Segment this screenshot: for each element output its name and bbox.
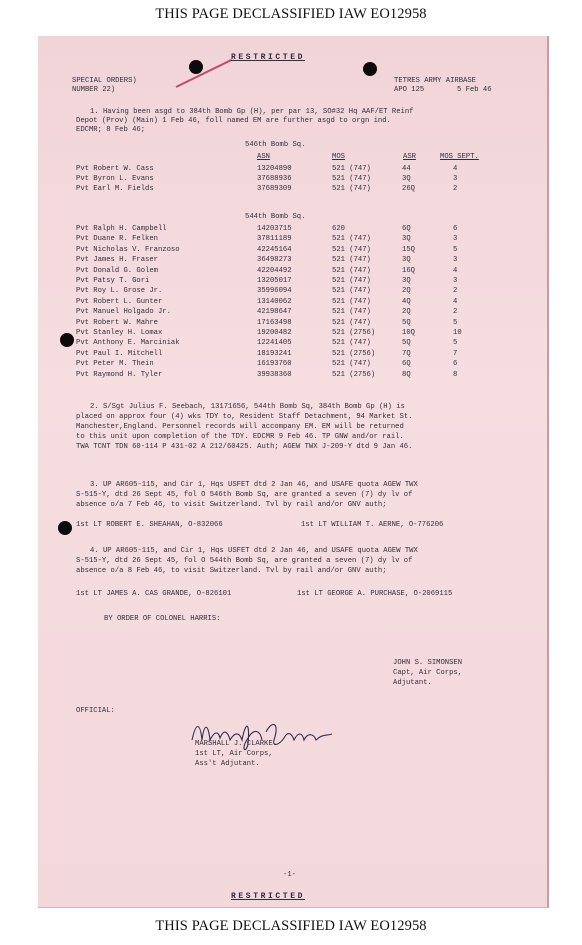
adjutant-name: JOHN S. SIMONSEN — [393, 659, 463, 667]
roster-mos: 521 (747) — [332, 165, 371, 173]
roster-mos: 521 (747) — [332, 308, 371, 317]
roster-name: Pvt Duane R. Felken — [76, 235, 158, 244]
roster-asr: 10Q — [402, 329, 415, 337]
roster-name: Pvt Donald G. Golem — [76, 266, 158, 275]
roster-name: Pvt Raymond H. Tyler — [76, 370, 163, 379]
roster-mos: 521 (747) — [332, 256, 371, 265]
roster-mos: 521 (747) — [332, 277, 371, 285]
para4-line: 4. UP AR605-115, and Cir 1, Hqs USFET dtd 2 Jan 46, and USAFE quota AGEW TWX — [90, 547, 418, 555]
roster-asn: 37688936 — [257, 175, 292, 183]
roster-asn: 18193241 — [257, 349, 292, 358]
para2-line: to this unit upon completion of the TDY. EDCMR 9 Feb 46. TP GNW and/or rail. — [76, 433, 404, 441]
roster-mos: 521 (747) — [332, 360, 371, 369]
roster-asn: 13205017 — [257, 277, 292, 285]
para1-line-2: Depot (Prov) (Main) 1 Feb 46, foll named EM are further asgd to orgn ind. — [76, 117, 391, 125]
roster-asn: 13204890 — [257, 165, 292, 173]
signer-name: MARSHALL J. CLARKE — [195, 740, 273, 748]
apo-number: APO 125 — [394, 86, 425, 94]
squadron-heading-544: 544th Bomb Sq. — [245, 213, 306, 221]
para1-line-3: EDCMR; 8 Feb 46; — [76, 126, 146, 134]
roster-mos: 521 (2756) — [332, 329, 376, 337]
roster-asn: 36498273 — [257, 256, 292, 265]
para4-line: absence o/a 8 Feb 46, to visit Switzerland. Tvl by rail and/or GNV auth; — [76, 567, 387, 575]
roster-mos: 521 (747) — [332, 287, 371, 296]
para3-line: 3. UP AR605-115, and Cir 1, Hqs USFET dtd 2 Jan 46, and USAFE quota AGEW TWX — [90, 481, 418, 489]
by-order-line: BY ORDER OF COLONEL HARRIS: — [104, 615, 221, 623]
squadron-heading-546: 546th Bomb Sq. — [245, 141, 306, 149]
roster-mos-sept: 4 — [453, 266, 458, 275]
punch-hole — [60, 333, 74, 347]
roster-mos: 521 (747) — [332, 175, 371, 183]
adjutant-title: Adjutant. — [393, 679, 432, 687]
roster-mos: 521 (747) — [332, 318, 371, 327]
roster-name: Pvt Patsy T. Gori — [76, 277, 150, 285]
roster-asn: 42198647 — [257, 308, 292, 317]
official-label: OFFICIAL: — [76, 707, 115, 715]
para2-line: Manchester,England. Personnel records will accompany EM. EM will be returned — [76, 423, 404, 431]
roster-mos-sept: 5 — [453, 245, 458, 254]
officer-sheahan: 1st LT ROBERT E. SHEAHAN, O-832066 — [76, 521, 223, 529]
roster-asn: 13140062 — [257, 297, 292, 306]
roster-asn: 19200482 — [257, 329, 292, 337]
col-asr: ASR — [403, 153, 416, 161]
roster-asn: 14203715 — [257, 225, 292, 233]
col-asn: ASN — [257, 153, 270, 161]
roster-name: Pvt Byron L. Evans — [76, 175, 154, 183]
roster-asr: 3Q — [402, 277, 411, 285]
roster-asr: 2Q — [402, 308, 411, 317]
roster-mos-sept: 5 — [453, 318, 458, 327]
roster-mos-sept: 2 — [453, 308, 458, 317]
para2-line: TWA TCNT TDN 60-114 P 431-02 A 212/60425. Auth; AGEW TWX J-209-Y dtd 9 Jan 46. — [76, 443, 413, 451]
roster-name: Pvt Manuel Holgado Jr. — [76, 308, 171, 317]
roster-asr: 5Q — [402, 318, 411, 327]
punch-hole — [58, 521, 72, 535]
roster-asr: 15Q — [402, 245, 415, 254]
roster-name: Pvt Paul I. Mitchell — [76, 349, 163, 358]
declassified-banner-bottom: THIS PAGE DECLASSIFIED IAW EO12958 — [155, 918, 427, 934]
roster-mos-sept: 3 — [453, 235, 458, 244]
roster-asr: 4Q — [402, 297, 411, 306]
classification-bottom: RESTRICTED — [231, 892, 306, 901]
roster-asr: 6Q — [402, 360, 411, 369]
roster-mos: 521 (2756) — [332, 349, 376, 358]
roster-mos: 521 (747) — [332, 245, 371, 254]
roster-name: Pvt Robert W. Mahre — [76, 318, 158, 327]
officer-aerne: 1st LT WILLIAM T. AERNE, O-776206 — [301, 521, 444, 529]
page-number: -1- — [283, 871, 296, 879]
roster-name: Pvt Nicholas V. Franzoso — [76, 245, 180, 254]
roster-name: Pvt Ralph H. Campbell — [76, 225, 167, 233]
col-mos-sept: MOS SEPT. — [440, 153, 479, 161]
roster-asr: 5Q — [402, 339, 411, 348]
para2-line: placed on approx four (4) wks TDY to, Resident Staff Detachment, 94 Market St. — [76, 413, 413, 421]
roster-name: Pvt Anthony E. Marciniak — [76, 339, 180, 348]
roster-asn: 37689309 — [257, 185, 292, 193]
roster-mos: 521 (2756) — [332, 370, 376, 379]
roster-name: Pvt Roy L. Grose Jr. — [76, 287, 163, 296]
roster-mos-sept: 3 — [453, 256, 458, 265]
declassified-banner-top: THIS PAGE DECLASSIFIED IAW EO12958 — [155, 6, 427, 22]
roster-asr: 6Q — [402, 225, 411, 233]
roster-asn: 12241405 — [257, 339, 292, 348]
roster-mos: 521 (747) — [332, 235, 371, 244]
roster-asn: 42204492 — [257, 266, 292, 275]
roster-asr: 3Q — [402, 256, 411, 265]
para1-line-1: 1. Having been asgd to 384th Bomb Gp (H), per par 13, SO#32 Hq AAF/ET Reinf — [90, 108, 414, 116]
roster-asr: 3Q — [402, 235, 411, 244]
roster-asr: 16Q — [402, 266, 415, 275]
roster-mos-sept: 2 — [453, 287, 458, 296]
roster-mos: 521 (747) — [332, 297, 371, 306]
roster-asn: 35996094 — [257, 287, 292, 296]
roster-name: Pvt Robert W. Cass — [76, 165, 154, 173]
para3-line: S-515-Y, dtd 26 Sept 45, fol O 546th Bomb Sq, are granted a seven (7) dy lv of — [76, 491, 413, 499]
roster-mos-sept: 2 — [453, 185, 458, 193]
roster-mos-sept: 8 — [453, 370, 458, 379]
unit-name: TETRES ARMY AIRBASE — [394, 77, 476, 85]
officer-purchase: 1st LT GEORGE A. PURCHASE, O-2069115 — [297, 590, 453, 598]
roster-asn: 42245164 — [257, 245, 292, 254]
para3-line: absence o/a 7 Feb 46, to visit Switzerland. Tvl by rail and/or GNV auth; — [76, 501, 387, 509]
roster-name: Pvt Stanley H. Lomax — [76, 329, 163, 337]
roster-asn: 16193760 — [257, 360, 292, 369]
roster-mos: 521 (747) — [332, 339, 371, 348]
officer-cas-grande: 1st LT JAMES A. CAS GRANDE, O-826101 — [76, 590, 232, 598]
roster-mos: 620 — [332, 225, 345, 233]
roster-asn: 17163498 — [257, 318, 292, 327]
roster-name: Pvt Earl M. Fields — [76, 185, 154, 193]
roster-mos-sept: 4 — [453, 165, 458, 173]
roster-mos-sept: 10 — [453, 329, 462, 337]
roster-mos-sept: 5 — [453, 339, 458, 348]
roster-name: Pvt Peter M. Thein — [76, 360, 154, 369]
roster-mos: 521 (747) — [332, 266, 371, 275]
roster-asr: 2Q — [402, 287, 411, 296]
roster-name: Pvt Robert L. Gunter — [76, 297, 163, 306]
roster-asr: 44 — [402, 165, 411, 173]
order-date: 5 Feb 46 — [457, 86, 492, 94]
roster-asr: 8Q — [402, 370, 411, 379]
signer-title: Ass't Adjutant. — [195, 760, 260, 768]
col-mos: MOS — [332, 153, 345, 161]
orders-line-2: NUMBER 22) — [72, 86, 116, 94]
orders-line-1: SPECIAL ORDERS) — [72, 77, 137, 85]
roster-mos-sept: 3 — [453, 277, 458, 285]
roster-asn: 39938360 — [257, 370, 292, 379]
roster-mos-sept: 7 — [453, 349, 458, 358]
roster-mos-sept: 4 — [453, 297, 458, 306]
para2-line: 2. S/Sgt Julius F. Seebach, 13171656, 544th Bomb Sq, 384th Bomb Gp (H) is — [90, 403, 405, 411]
signer-rank: 1st LT, Air Corps, — [195, 750, 273, 758]
roster-mos-sept: 6 — [453, 360, 458, 369]
roster-asr: 7Q — [402, 349, 411, 358]
adjutant-rank: Capt, Air Corps, — [393, 669, 463, 677]
roster-asn: 37811189 — [257, 235, 292, 244]
punch-hole — [363, 62, 377, 76]
roster-asr: 3Q — [402, 175, 411, 183]
document-page — [38, 36, 549, 908]
classification-top: RESTRICTED — [231, 53, 306, 62]
punch-hole — [189, 60, 203, 74]
para4-line: S-515-Y, dtd 26 Sept 45, fol O 544th Bomb Sq, are granted a seven (7) dy lv of — [76, 557, 413, 565]
roster-name: Pvt James H. Fraser — [76, 256, 158, 265]
roster-mos-sept: 3 — [453, 175, 458, 183]
roster-mos: 521 (747) — [332, 185, 371, 193]
red-pencil-mark — [176, 59, 233, 88]
roster-asr: 26Q — [402, 185, 415, 193]
roster-mos-sept: 6 — [453, 225, 458, 233]
